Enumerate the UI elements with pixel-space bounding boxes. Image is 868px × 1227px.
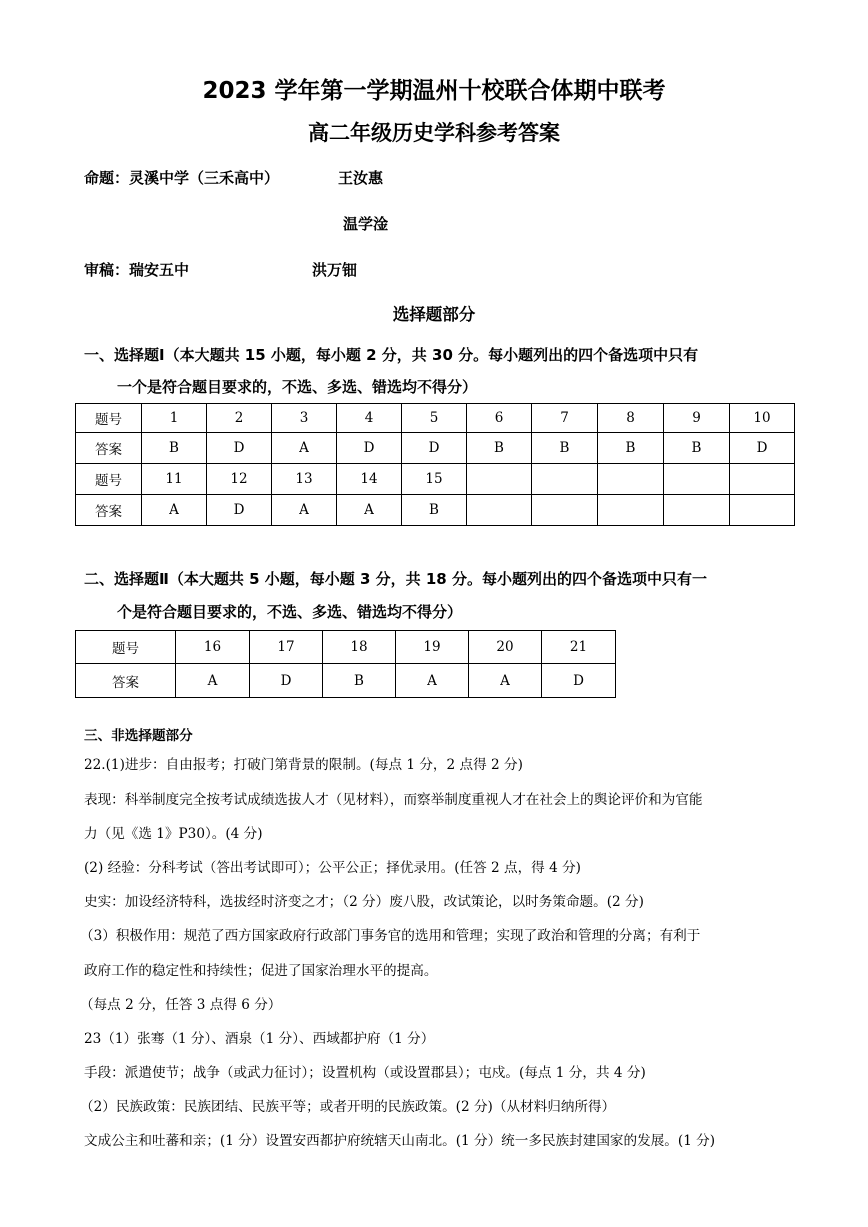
table-cell: B xyxy=(142,433,207,464)
table-row xyxy=(76,495,795,526)
table-row-header: 答案 xyxy=(76,664,176,698)
table-cell: D xyxy=(542,664,616,698)
table-cell: 20 xyxy=(469,631,542,664)
answer-line: 史实：加设经济特科，选拔经时济变之才；（2 分）废八股，改试策论，以时务策命题。(2 分) xyxy=(84,894,644,910)
table-row xyxy=(76,631,616,664)
table-row-header: 题号 xyxy=(76,631,176,664)
table-cell: D xyxy=(250,664,323,698)
table-cell: B xyxy=(598,433,664,464)
table-cell: 12 xyxy=(207,464,272,495)
table-cell: 19 xyxy=(396,631,469,664)
table-row xyxy=(76,664,616,698)
table-cell xyxy=(532,495,598,526)
table-cell xyxy=(598,464,664,495)
table-cell: A xyxy=(396,664,469,698)
answer-line: 22.(1)进步：自由报考；打破门第背景的限制。(每点 1 分，2 点得 2 分) xyxy=(84,757,523,773)
answer-line: 文成公主和吐蕃和亲；(1 分）设置安西都护府统辖天山南北。(1 分）统一多民族封建国家的发展。(1 分) xyxy=(84,1133,716,1149)
proposer-label: 命题：灵溪中学（三禾高中） xyxy=(84,169,280,187)
table-cell: 18 xyxy=(323,631,396,664)
table-cell: 15 xyxy=(402,464,467,495)
table-cell xyxy=(664,495,730,526)
table-row-header: 答案 xyxy=(76,433,142,464)
table-cell: A xyxy=(469,664,542,698)
table-cell xyxy=(730,464,795,495)
answer-line: 政府工作的稳定性和持续性；促进了国家治理水平的提高。 xyxy=(84,963,438,979)
answer-line: 表现：科举制度完全按考试成绩选拔人才（见材料），而察举制度重视人才在社会上的舆论评价和为官能 xyxy=(84,792,703,808)
proposer-name-2: 温学淦 xyxy=(343,215,389,233)
table-row-header: 题号 xyxy=(76,464,142,495)
part1-heading-line2: 一个是符合题目要求的，不选、多选、错选均不得分） xyxy=(117,378,478,396)
table-row-header: 答案 xyxy=(76,495,142,526)
table-cell: 5 xyxy=(402,404,467,433)
table-cell: A xyxy=(272,495,337,526)
table-cell: 16 xyxy=(176,631,250,664)
table-cell: 11 xyxy=(142,464,207,495)
table-cell: D xyxy=(402,433,467,464)
table-cell: B xyxy=(532,433,598,464)
table-cell: 4 xyxy=(337,404,402,433)
table-row xyxy=(76,464,795,495)
table-cell: D xyxy=(207,433,272,464)
answer-line: （2）民族政策：民族团结、民族平等；或者开明的民族政策。(2 分)（从材料归纳所得） xyxy=(80,1099,616,1115)
answer-line: 23（1）张骞（1 分）、酒泉（1 分）、西域都护府（1 分） xyxy=(84,1031,435,1047)
proposer-name-1: 王汝惠 xyxy=(338,169,384,187)
table-cell: A xyxy=(142,495,207,526)
answer-line: 力（见《选 1》P30）。(4 分) xyxy=(84,826,263,842)
page-title: 2023 学年第一学期温州十校联合体期中联考 xyxy=(202,78,666,104)
section-heading-mc: 选择题部分 xyxy=(392,305,476,324)
table-cell xyxy=(598,495,664,526)
part2-heading-line1: 二、选择题Ⅱ（本大题共 5 小题，每小题 3 分，共 18 分。每小题列出的四个备选项中只有一 xyxy=(84,570,707,588)
table-cell: 8 xyxy=(598,404,664,433)
table-cell: 13 xyxy=(272,464,337,495)
table-cell: B xyxy=(402,495,467,526)
table-cell: D xyxy=(730,433,795,464)
table-cell xyxy=(532,464,598,495)
reviewer-name: 洪万钿 xyxy=(312,261,358,279)
reviewer-label: 审稿：瑞安五中 xyxy=(84,261,190,279)
table-cell: 17 xyxy=(250,631,323,664)
table-cell: D xyxy=(337,433,402,464)
table-row xyxy=(76,404,795,433)
table-cell xyxy=(664,464,730,495)
answer-line: （3）积极作用：规范了西方国家政府行政部门事务官的选用和管理；实现了政治和管理的分离；有利于 xyxy=(80,928,701,944)
table-cell: 3 xyxy=(272,404,337,433)
table-cell: 6 xyxy=(467,404,532,433)
table-cell: D xyxy=(207,495,272,526)
table-cell: B xyxy=(664,433,730,464)
table-row-header: 题号 xyxy=(76,404,142,433)
table-cell: 21 xyxy=(542,631,616,664)
table-cell: A xyxy=(176,664,250,698)
table-cell: A xyxy=(272,433,337,464)
table-cell: B xyxy=(323,664,396,698)
answer-line: 手段：派遣使节；战争（或武力征讨）；设置机构（或设置郡县）；屯戍。(每点 1 分，共 4 分) xyxy=(84,1065,646,1081)
table-cell xyxy=(467,495,532,526)
part1-heading-line1: 一、选择题Ⅰ（本大题共 15 小题，每小题 2 分，共 30 分。每小题列出的四个备选项中只有 xyxy=(84,346,699,364)
table-row xyxy=(76,433,795,464)
table-cell xyxy=(467,464,532,495)
table-cell xyxy=(730,495,795,526)
answer-table-part2 xyxy=(75,630,616,698)
table-cell: 14 xyxy=(337,464,402,495)
table-cell: 1 xyxy=(142,404,207,433)
part3-heading: 三、非选择题部分 xyxy=(84,728,193,744)
table-cell: B xyxy=(467,433,532,464)
answer-table-part1 xyxy=(75,403,795,526)
table-cell: 9 xyxy=(664,404,730,433)
table-cell: 2 xyxy=(207,404,272,433)
table-cell: A xyxy=(337,495,402,526)
answer-line: （每点 2 分，任答 3 点得 6 分） xyxy=(80,997,282,1013)
table-cell: 10 xyxy=(730,404,795,433)
page-subtitle: 高二年级历史学科参考答案 xyxy=(308,121,560,145)
part2-heading-line2: 个是符合题目要求的，不选、多选、错选均不得分） xyxy=(117,603,463,621)
table-cell: 7 xyxy=(532,404,598,433)
answer-line: (2) 经验：分科考试（答出考试即可）；公平公正；择优录用。(任答 2 点，得 4 分) xyxy=(84,860,581,876)
